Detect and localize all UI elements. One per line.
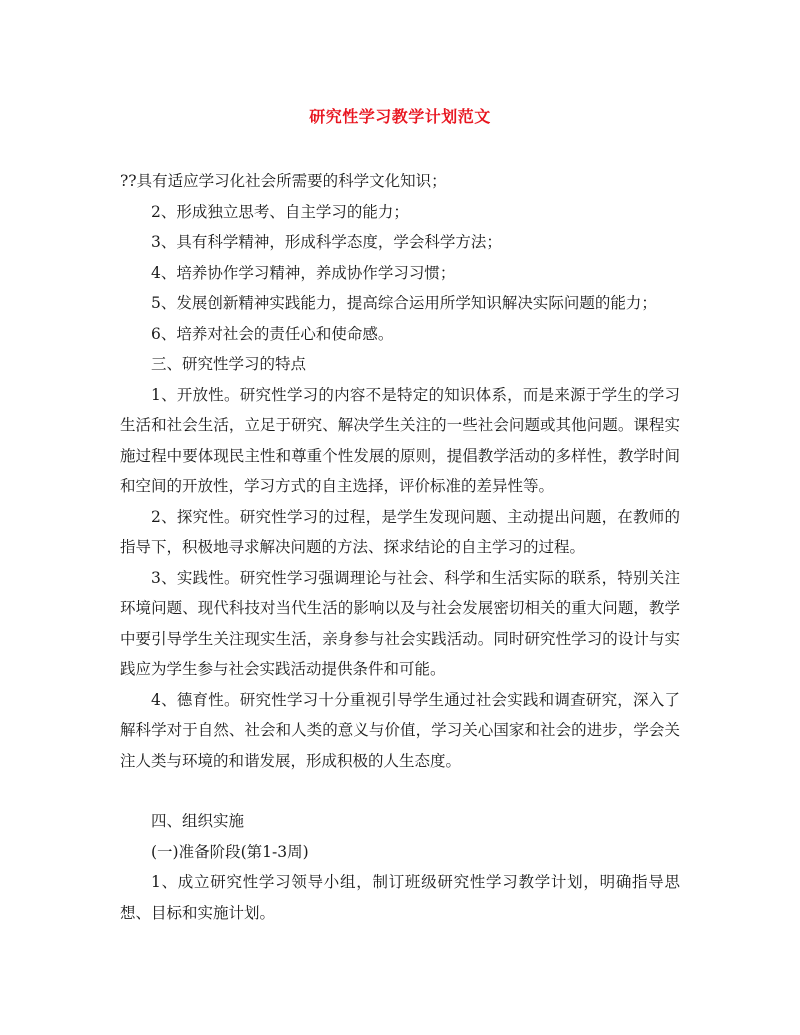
paragraph: 4、德育性。研究性学习十分重视引导学生通过社会实践和调查研究，深入了解科学对于自然、社会和人类的意义与价值，学习关心国家和社会的进步，学会关注人类与环境的和谐发展，形成积极的人生态度。 [120,690,680,770]
paragraph: (一)准备阶段(第1-3周) [151,842,309,861]
paragraph: 4、培养协作学习精神，养成协作学习习惯； [151,263,456,282]
paragraph: 3、具有科学精神，形成科学态度，学会科学方法； [151,233,502,251]
paragraph: 1、成立研究性学习领导小组，制订班级研究性学习教学计划，明确指导思想、目标和实施计划。 [120,873,680,922]
paragraph: 6、培养对社会的责任心和使命感。 [151,324,394,343]
paragraph: 四、组织实施 [151,812,245,830]
paragraph: 三、研究性学习的特点 [151,355,307,373]
paragraph: 2、探究性。研究性学习的过程，是学生发现问题、主动提出问题，在教师的指导下，积极地寻求解决问题的方法、探求结论的自主学习的过程。 [120,507,680,556]
document-title: 研究性学习教学计划范文 [309,107,491,126]
document-body [120,166,680,928]
paragraph: 3、实践性。研究性学习强调理论与社会、科学和生活实际的联系，特别关注环境问题、现代科技对当代生活的影响以及与社会发展密切相关的重大问题，教学中要引导学生关注现实生活，亲身参与社会实践活动。同时研究性学习的设计与实践应为学生参与社会实践活动提供条件和可能。 [120,568,680,678]
paragraph: 2、形成独立思考、自主学习的能力； [151,202,409,221]
paragraph: 1、开放性。研究性学习的内容不是特定的知识体系，而是来源于学生的学习生活和社会生活，立足于研究、解决学生关注的一些社会问题或其他问题。课程实施过程中要体现民主性和尊重个性发展的原则，提倡教学活动的多样性，教学时间和空间的开放性，学习方式的自主选择，评价标准的差异性等。 [120,385,680,495]
paragraph: 5、发展创新精神实践能力，提高综合运用所学知识解决实际问题的能力； [151,294,657,312]
paragraph: ??具有适应学习化社会所需要的科学文化知识； [120,172,447,190]
